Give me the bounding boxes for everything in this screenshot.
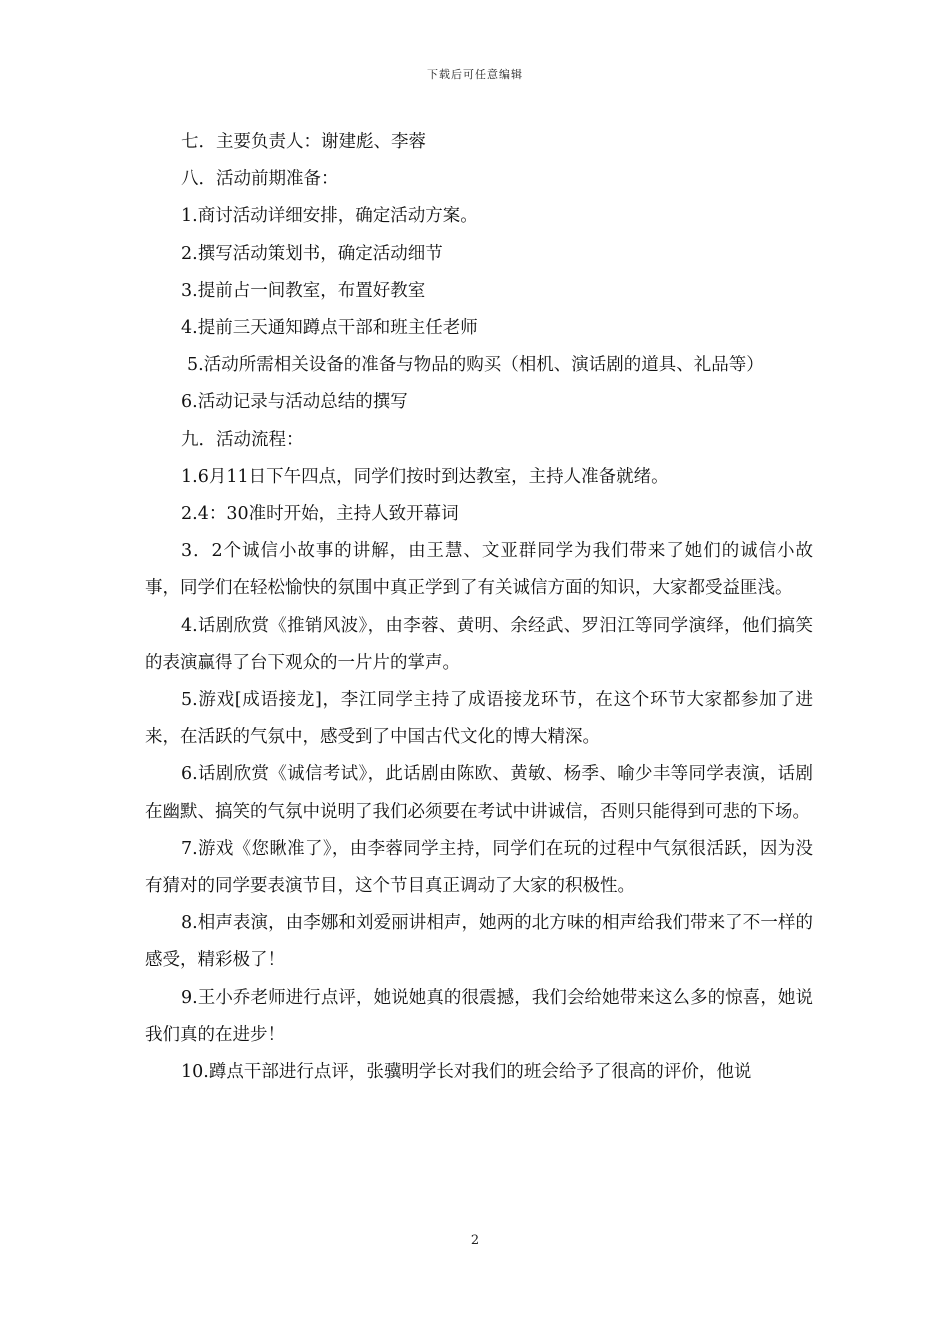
flow-item-5: 5.游戏[成语接龙]，李江同学主持了成语接龙环节，在这个环节大家都参加了进来，在活跃的气氛中，感受到了中国古代文化的博大精深。 (145, 690, 813, 748)
document-body (145, 124, 813, 1091)
page-header: 下载后可任意编辑 (427, 68, 523, 81)
flow-item-6: 6.话剧欣赏《诚信考试》，此话剧由陈欧、黄敏、杨季、喻少丰等同学表演，话剧在幽默、搞笑的气氛中说明了我们必须要在考试中讲诚信，否则只能得到可悲的下场。 (145, 764, 813, 822)
prep-item-5: 5.活动所需相关设备的准备与物品的购买（相机、演话剧的道具、礼品等） (187, 355, 764, 376)
flow-item-7: 7.游戏《您瞅准了》，由李蓉同学主持，同学们在玩的过程中气氛很活跃，因为没有猜对的同学要表演节目，这个节目真正调动了大家的积极性。 (145, 838, 813, 897)
section-seven-leader: 七．主要负责人：谢建彪、李蓉 (181, 132, 426, 152)
section-nine-heading: 九．活动流程： (181, 429, 304, 450)
flow-item-10: 10.蹲点干部进行点评，张骥明学长对我们的班会给予了很高的评价，他说 (181, 1062, 752, 1083)
flow-item-1: 1.6月11日下午四点，同学们按时到达教室，主持人准备就绪。 (181, 466, 669, 487)
flow-item-4: 4.话剧欣赏《推销风波》，由李蓉、黄明、余经武、罗汨江等同学演绎，他们搞笑的表演赢得了台下观众的一片片的掌声。 (145, 615, 813, 673)
prep-item-6: 6.活动记录与活动总结的撰写 (181, 392, 408, 413)
page-number: 2 (470, 1233, 480, 1248)
prep-item-2: 2.撰写活动策划书，确定活动细节 (181, 243, 443, 264)
flow-item-9: 9.王小乔老师进行点评，她说她真的很震撼，我们会给她带来这么多的惊喜，她说我们真的在进步！ (145, 987, 813, 1045)
prep-item-3: 3.提前占一间教室，布置好教室 (181, 280, 426, 301)
flow-item-3: 3．2个诚信小故事的讲解，由王慧、文亚群同学为我们带来了她们的诚信小故事，同学们在轻松愉快的氛围中真正学到了有关诚信方面的知识，大家都受益匪浅。 (145, 541, 813, 599)
flow-item-2: 2.4：30准时开始，主持人致开幕词 (181, 504, 459, 525)
flow-item-8: 8.相声表演，由李娜和刘爱丽讲相声，她两的北方味的相声给我们带来了不一样的感受，精彩极了！ (145, 913, 813, 971)
prep-item-4: 4.提前三天通知蹲点干部和班主任老师 (181, 318, 478, 339)
prep-item-1: 1.商讨活动详细安排，确定活动方案。 (181, 206, 478, 227)
section-eight-heading: 八．活动前期准备： (181, 169, 339, 190)
